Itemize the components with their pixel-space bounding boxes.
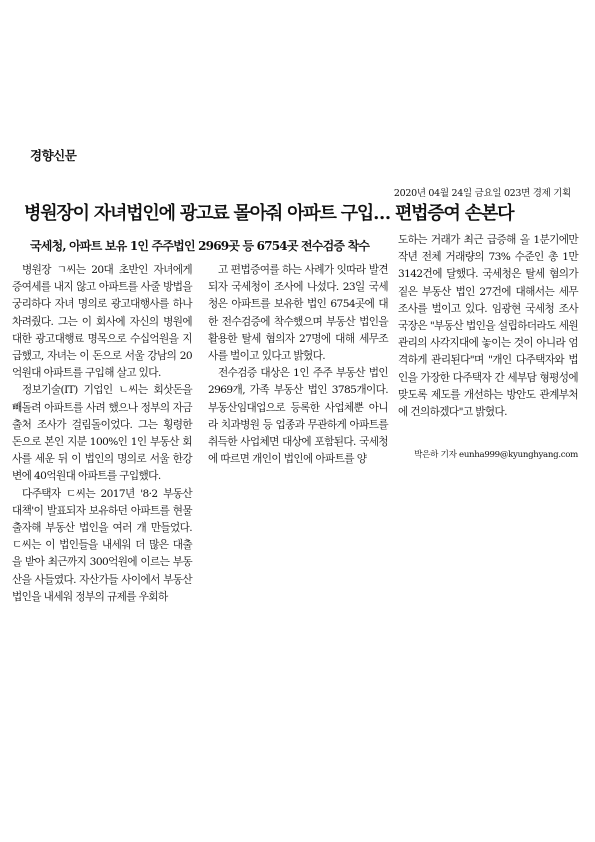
article-column-1 bbox=[12, 262, 192, 606]
paragraph: 전수검증 대상은 1인 주주 부동산 법인 2969개, 가족 부동산 법인 3785개이다. 부동산임대업으로 등록한 사업체뿐 아니라 치과병원 등 업종과 무관하게 아파트를 취득한 사업체면 대상에 포함된다. 국세청에 따르면 개인이 법인에 아파트를 양 bbox=[208, 367, 388, 466]
article-column-2 bbox=[208, 262, 388, 468]
article-column-3 bbox=[398, 232, 578, 421]
paragraph: 병원장 ㄱ씨는 20대 초반인 자녀에게 증여세를 내지 않고 아파트를 사줄 방법을 궁리하다 자녀 명의로 광고대행사를 하나 차려줬다. 그는 이 회사에 자신의 병원에 대한 광고대행료 명목으로 수십억원을 지급했고, 자녀는 이 돈으로 서울 강남의 20억원대 아파트를 구입해 살고 있다. bbox=[12, 264, 192, 380]
byline: 박은하 기자 eunha999@kyunghyang.com bbox=[414, 450, 578, 460]
subheadline: 국세청, 아파트 보유 1인 주주법인 2969곳 등 6754곳 전수검증 착수 bbox=[30, 239, 370, 253]
paragraph: 정보기술(IT) 기업인 ㄴ씨는 회삿돈을 빼돌려 아파트를 사려 했으나 정부의 자금출처 조사가 걸림돌이었다. 그는 횡령한 돈으로 본인 지분 100%인 1인 부동산 회사를 세운 뒤 이 법인의 명의로 서울 한강변에 40억원대 아파트를 구입했다. bbox=[12, 384, 192, 483]
newspaper-name: 경향신문 bbox=[30, 148, 77, 163]
dateline: 2020년 04월 24일 금요일 023면 경제 기획 bbox=[393, 188, 571, 199]
paragraph: 다주택자 ㄷ씨는 2017년 '8·2 부동산 대책'이 발표되자 보유하던 아파트를 현물출자해 부동산 법인을 여러 개 만들었다. ㄷ씨는 이 법인들을 내세워 더 많은 대출을 받아 최근까지 300억원에 이르는 부동산을 사들였다. 자산가들 사이에서 부동산 법인을 내세워 정부의 규제를 우회하 bbox=[12, 487, 192, 603]
paragraph: 고 편법증여를 하는 사례가 잇따라 발견되자 국세청이 조사에 나섰다. 23일 국세청은 아파트를 보유한 법인 6754곳에 대한 전수검증에 착수했으며 부동산 법인을 활용한 탈세 혐의자 27명에 대해 세무조사를 벌이고 있다고 밝혔다. bbox=[208, 264, 388, 363]
headline: 병원장이 자녀법인에 광고료 몰아줘 아파트 구입… 편법증여 손본다 bbox=[24, 203, 514, 224]
paragraph: 도하는 거래가 최근 급증해 올 1분기에만 작년 전체 거래량의 73% 수준인 총 1만 3142건에 달했다. 국세청은 탈세 혐의가 짙은 부동산 법인 27건에 대해서는 세무조사를 벌이고 있다. 임광현 국세청 조사국장은 "부동산 법인을 설립하더라도 세원관리의 사각지대에 놓이는 것이 아니라 엄격하게 관리된다"며 "개인 다주택자와 법인을 가장한 다주택자 간 세부담 형평성에 맞도록 제도를 개선하는 방안도 관계부처에 건의하겠다"고 밝혔다. bbox=[398, 234, 578, 419]
